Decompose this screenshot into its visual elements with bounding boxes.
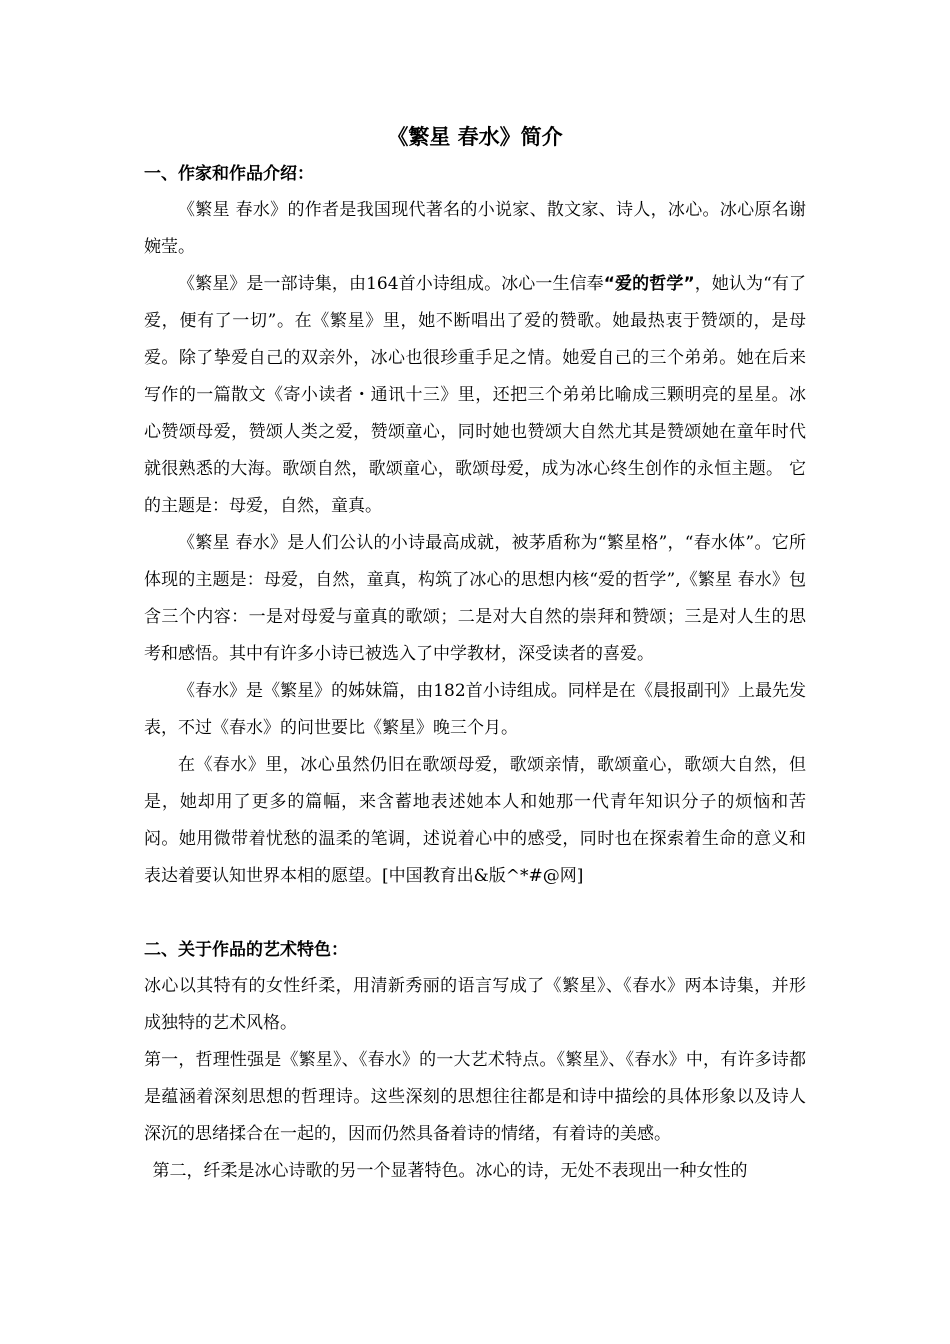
paragraph-collection-achievement: 《繁星 春水》是人们公认的小诗最高成就，被茅盾称为“繁星格”，“春水体”。它所体现的主题是：母爱，自然，童真，构筑了冰心的思想内核“爱的哲学”,《繁星 春水》包含三个内容：一是对母爱与童真的歌颂；二是对大自然的崇拜和赞颂；三是对人生的思考和感悟。其中有许多小诗已被选入了中学教材，深受读者的喜爱。: [144, 533, 806, 664]
emphasis-philosophy-of-love: “爱的哲学”: [603, 274, 695, 294]
paragraph-author-intro: 《繁星 春水》的作者是我国现代著名的小说家、散文家、诗人，冰心。冰心原名谢婉莹。: [144, 200, 806, 257]
paragraph-fanxing-intro: [144, 266, 806, 525]
paragraph-style-overview: 冰心以其特有的女性纤柔，用清新秀丽的语言写成了《繁星》、《春水》两本诗集，并形成独特的艺术风格。: [144, 976, 806, 1033]
section-heading-artistic-features: 二、关于作品的艺术特色：: [144, 940, 348, 960]
paragraph-feature-philosophy: 第一，哲理性强是《繁星》、《春水》的一大艺术特点。《繁星》、《春水》中，有许多诗都是蕴涵着深刻思想的哲理诗。这些深刻的思想往往都是和诗中描绘的具体形象以及诗人深沉的思绪揉合在一起的，因而仍然具备着诗的情绪，有着诗的美感。: [144, 1050, 806, 1144]
paragraph-feature-gentleness: 第二，纤柔是冰心诗歌的另一个显著特色。冰心的诗，无处不表现出一种女性的: [152, 1161, 748, 1181]
paragraph-chunshui-themes: 在《春水》里，冰心虽然仍旧在歌颂母爱，歌颂亲情，歌颂童心，歌颂大自然，但是，她却用了更多的篇幅，来含蓄地表述她本人和她那一代青年知识分子的烦恼和苦闷。她用微带着忧愁的温柔的笔调，述说着心中的感受，同时也在探索着生命的意义和表达着要认知世界本相的愿望。[中国教育出&版^*#@网]: [144, 755, 806, 886]
paragraph-chunshui-intro: 《春水》是《繁星》的姊妹篇，由182首小诗组成。同样是在《晨报副刊》上最先发表，不过《春水》的问世要比《繁星》晚三个月。: [144, 681, 806, 738]
section-heading-author-works: 一、作家和作品介绍：: [144, 164, 314, 184]
document-page: [144, 118, 806, 1190]
document-title: 《繁星 春水》简介: [387, 125, 563, 149]
blank-line: [144, 895, 806, 932]
paragraph-fanxing-text-start: 《繁星》是一部诗集，由164首小诗组成。冰心一生信奉: [178, 274, 604, 294]
paragraph-fanxing-text-end: ，她认为“有了爱，便有了一切”。在《繁星》里，她不断唱出了爱的赞歌。她最热衷于赞颂的，是母爱。除了挚爱自己的双亲外，冰心也很珍重手足之情。她爱自己的三个弟弟。她在后来写作的一篇散文《寄小读者・通讯十三》里，还把三个弟弟比喻成三颗明亮的星星。冰心赞颂母爱，赞颂人类之爱，赞颂童心，同时她也赞颂大自然尤其是赞颂她在童年时代就很熟悉的大海。歌颂自然，歌颂童心，歌颂母爱，成为冰心终生创作的永恒主题。 它的主题是：母爱，自然，童真。: [144, 274, 806, 516]
